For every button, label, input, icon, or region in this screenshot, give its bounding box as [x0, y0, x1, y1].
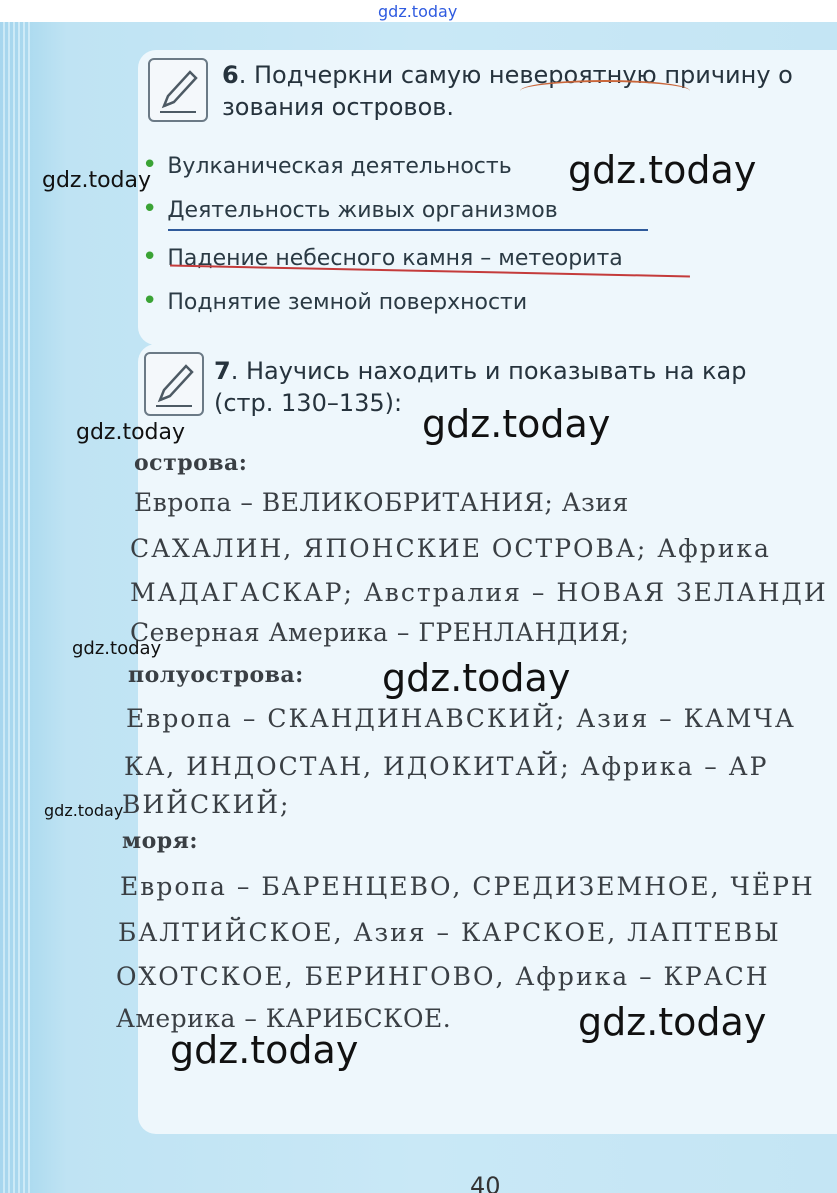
pencil-underline: [168, 229, 648, 231]
option-uplift: • Поднятие земной поверхности: [142, 286, 527, 316]
task6-line1: [222, 60, 793, 91]
islands-line: МАДАГАСКАР; Австралия – НОВАЯ ЗЕЛАНДИ: [130, 578, 828, 607]
watermark: gdz.today: [578, 1000, 767, 1044]
option-organisms: • Деятельность живых организмов: [142, 194, 558, 224]
watermark: gdz.today: [422, 402, 611, 446]
task6-number: 6: [222, 61, 239, 89]
watermark: gdz.today: [382, 656, 571, 700]
peninsulas-line: ВИЙСКИЙ;: [122, 790, 291, 819]
page-number: 40: [470, 1172, 501, 1193]
watermark: gdz.today: [42, 168, 152, 193]
watermark: gdz.today: [44, 801, 124, 820]
top-watermark: gdz.today: [378, 2, 458, 21]
islands-line: САХАЛИН, ЯПОНСКИЕ ОСТРОВА; Африка: [130, 534, 771, 563]
peninsulas-line: Европа – СКАНДИНАВСКИЙ; Азия – КАМЧА: [126, 704, 796, 733]
option-meteorite: • Падение небесного камня – метеорита: [142, 242, 623, 272]
task6-line2: зования островов.: [222, 93, 455, 121]
pencil-icon: [148, 58, 208, 122]
task7-line1: [214, 356, 746, 387]
pencil-icon: [144, 352, 204, 416]
task7-text: . Научись находить и показывать на кар: [230, 357, 747, 385]
task6-text: . Подчеркни самую невероятную причину о: [238, 61, 793, 89]
seas-line: Америка – КАРИБСКОЕ.: [116, 1004, 452, 1033]
option-volcanic: • Вулканическая деятельность: [142, 150, 512, 180]
seas-line: ОХОТСКОЕ, БЕРИНГОВО, Африка – КРАСН: [116, 962, 770, 991]
islands-line: Европа – ВЕЛИКОБРИТАНИЯ; Азия: [134, 488, 629, 517]
task7-line2: (стр. 130–135):: [214, 389, 403, 417]
seas-line: Европа – БАРЕНЦЕВО, СРЕДИЗЕМНОЕ, ЧЁРН: [120, 872, 815, 901]
task7-number: 7: [214, 357, 231, 385]
peninsulas-line: КА, ИНДОСТАН, ИДОКИТАЙ; Африка – АР: [124, 752, 769, 781]
watermark: gdz.today: [72, 638, 162, 659]
watermark: gdz.today: [170, 1028, 359, 1072]
watermark: gdz.today: [76, 420, 186, 445]
islands-heading: острова:: [134, 450, 248, 476]
seas-line: БАЛТИЙСКОЕ, Азия – КАРСКОЕ, ЛАПТЕВЫ: [118, 918, 781, 947]
word-arc: [520, 80, 690, 102]
watermark: gdz.today: [568, 148, 757, 192]
page-edge: [0, 22, 30, 1193]
islands-line: Северная Америка – ГРЕНЛАНДИЯ;: [130, 618, 630, 647]
seas-heading: моря:: [122, 828, 199, 854]
peninsulas-heading: полуострова:: [128, 662, 304, 688]
